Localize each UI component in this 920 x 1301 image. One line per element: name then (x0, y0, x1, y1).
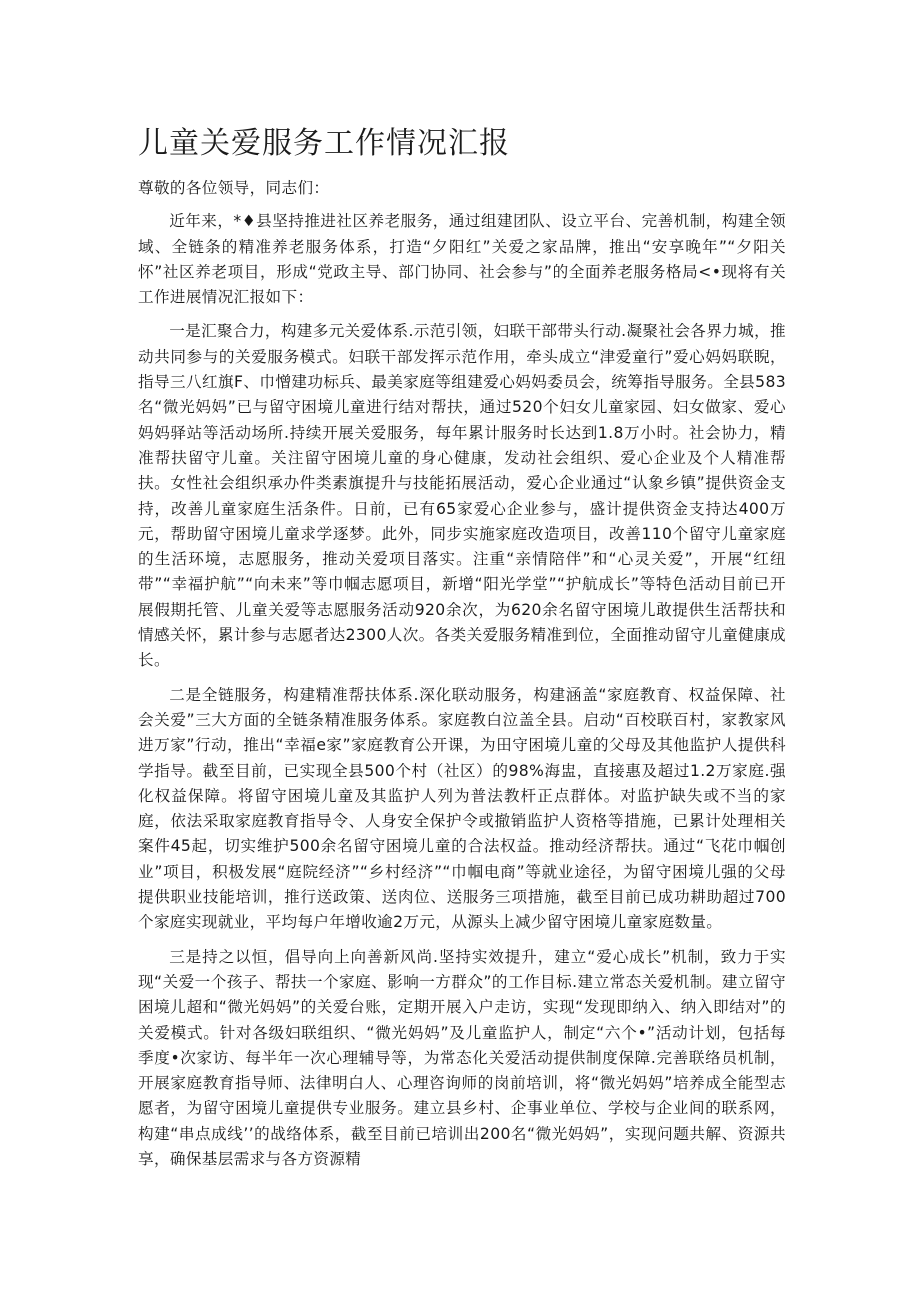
paragraph-section-3: 三是持之以恒，倡导向上向善新风尚.坚持实效提升，建立“爱心成长”机制，致力于实现“关爱一个孩子、帮扶一个家庭、影响一方群众”的工作目标.建立常态关爱机制。建立留守困境儿超和“微光妈妈”的关爱台账，定期开展入户走访，实现“发现即纳入、纳入即结对”的关爱模式。针对各级妇联组织、“微光妈妈”及儿童监护人，制定“六个•”活动计划，包括每季度•次家访、每半年一次心理辅导等，为常态化关爱活动提供制度保障.完善联络员机制，开展家庭教育指导师、法律明白人、心理咨询师的岗前培训，将“微光妈妈”培养成全能型志愿者，为留守困境儿童提供专业服务。建立县乡村、企事业单位、学校与企业间的联系网，构建“串点成线’’的战络体系，截至目前已培训出200名“微光妈妈”，实现问题共解、资源共享，确保基层需求与各方资源精 (138, 947, 786, 1168)
paragraph-section-1: 一是汇聚合力，构建多元关爱体系.示范引领，妇联干部带头行动.凝聚社会各界力城，推动共同参与的关爱服务模式。妇联干部发挥示范作用，牵头成立“津爱童行”爱心妈妈联睨，指导三八红旗F、巾憎建功标兵、最美家庭等组建爱心妈妈委员会，统筹指导服务。全县583名“微光妈妈”已与留守困境儿童进行结对帮扶，通过520个妇女儿童家园、妇女做家、爱心妈妈驿站等活动场所.持续开展关爱服务，每年累计服务时长达到1.8万小时。社会协力，精准帮扶留守儿童。关注留守困境儿童的身心健康，发动社会组织、爱心企业及个人精准帮扶。女性社会组织承办件类素旗提升与技能拓展活动，爱心企业通过“认象乡镇”提供资金支持，改善儿童家庭生活条件。日前，已有65家爱心企业参与，盛计提供资金支持达400万元，帮助留守困境儿童求学逐梦。此外，同步实施家庭改造项目，改善110个留守儿童家庭的生活环境，志愿服务，推动关爱项目落实。注重“亲情陪伴”和“心灵关爱”，开展“红纽带”“幸福护航”“向未来”等巾帼志愿项目，新增“阳光学堂”“护航成长”等特色活动目前已开展假期托管、儿童关爱等志愿服务活动920余次，为620余名留守困境儿敢提供生活帮扶和情感关怀，累计参与志愿者达2300人次。各类关爱服务精准到位，全面推动留守儿童健康成长。 (138, 322, 786, 670)
salutation: 尊敬的各位领导，同志们： (138, 179, 330, 197)
document-title: 儿童关爱服务工作情况汇报 (138, 126, 510, 161)
document-body (138, 176, 786, 1181)
paragraph-section-2: 二是全链服务，构建精准帮扶体系.深化联动服务，构建涵盖“家庭教育、权益保障、社会关爱”三大方面的全链条精准服务体系。家庭教白泣盖全县。启动“百校联百村，家教家风进万家”行动，推出“幸福e家”家庭教育公开课，为田守困境儿童的父母及其他监护人提供科学指导。截至目前，已实现全县500个村（社区）的98%海盅，直接惠及超过1.2万家庭.强化权益保障。将留守困境儿童及其监护人列为普法教杆正点群体。对监护缺失或不当的家庭，依法采取家庭教育指导令、人身安全保护令或撤销监护人资格等措施，已累计处理相关案件45起，切实维护500余名留守困境儿童的合法权益。推动经济帮扶。通过“飞花巾帼创业”项目，积极发展“庭院经济”“乡村经济”“巾帼电商”等就业途径，为留守困境儿强的父母提供职业技能培训，推行送政策、送肉位、送服务三项措施，截至目前已成功耕助超过700个家庭实现就业，平均每户年增收逾2万元，从源头上减少留守困境儿童家庭数量。 (138, 685, 786, 932)
paragraph-intro: 近年来，*♦县坚持推进社区养老服务，通过组建团队、设立平台、完善机制，构建全领域、全链条的精准养老服务体系，打造“夕阳红”关爱之家品牌，推出“安享晚年”“夕阳关怀”社区养老项目，形成“党政主导、部门协同、社会参与”的全面养老服务格局<•现将有关工作进展情况汇报如下： (138, 212, 786, 307)
